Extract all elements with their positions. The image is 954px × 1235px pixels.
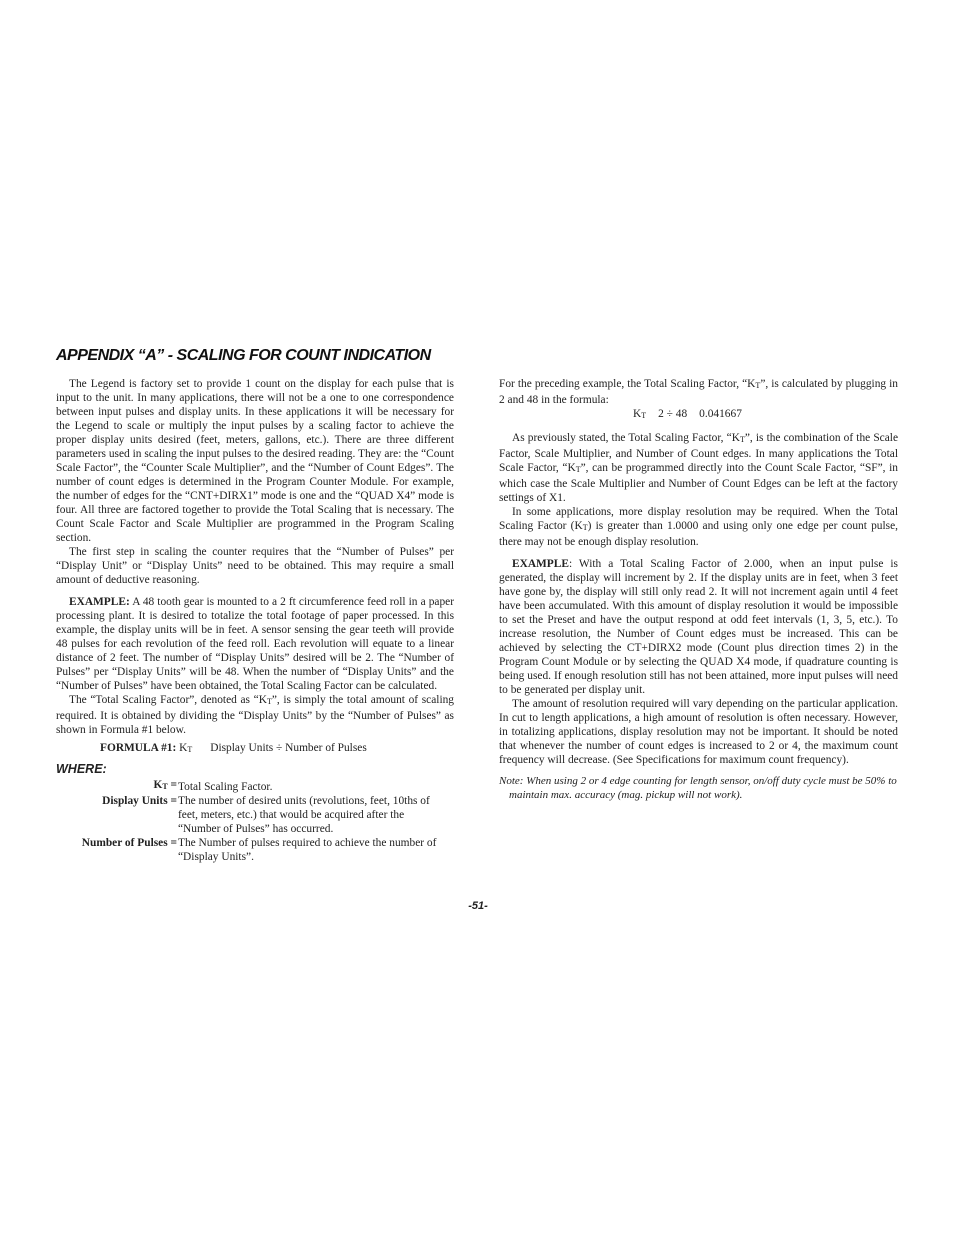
page-title: APPENDIX “A” - SCALING FOR COUNT INDICATION — [56, 347, 431, 364]
note-text: Note: When using 2 or 4 edge counting for length sensor, on/off duty cycle must be 50% to maintain max. accuracy (mag. pickup will not work). — [499, 775, 897, 801]
text-run: ”, is the combination of the Scale Factor, Scale Multiplier, and Number of Count edges. In many applications the Total Scale Factor, “K — [499, 432, 899, 474]
subscript: T — [266, 697, 272, 706]
definition-row — [56, 794, 454, 836]
definition-term: Number of Pulses = — [81, 837, 177, 849]
first-step-paragraph: The first step in scaling the counter requires that the “Number of Pulses” per “Display Unit” or “Display Units” need to be obtained. This may require a small amount of deductive reasoning. — [56, 546, 454, 586]
formula-example — [633, 407, 898, 423]
definition-row — [56, 778, 454, 794]
example-text: A 48 tooth gear is mounted to a 2 ft circumference feed roll in a paper processing plant. It is desired to totalize the total footage of paper processed. In this example, the display units will be in feet. A sensor sensing the gear teeth will provide 48 pulses for each revolution of the feed roll. Each revolution will equate to a linear distance of 2 feet. The number of “Display Units” desired will be 2. The “Number of Pulses” per “Display Units” will be 48. When the number of “Display Units” and the “Number of Pulses” have been obtained, the Total Scaling Factor can be calculated. — [56, 596, 454, 692]
example-paragraph — [56, 595, 454, 693]
definition-term: $K_T$ = — [153, 779, 177, 791]
text-run: For the preceding example, the Total Scaling Factor, “K — [499, 378, 756, 390]
page-number: -51- — [468, 900, 488, 912]
formula-k: $K_T$ — [179, 742, 193, 754]
formula-1 — [100, 741, 454, 757]
text-run: ”, can be programmed directly into the Count Scale Factor, “SF”, in which case the Scale Multiplier and Number of Count Edges can be left at the factory settings of X1. — [499, 462, 898, 504]
text-run: ”, is calculated by plugging in 2 and 48 in the formula: — [499, 378, 899, 406]
example-label: EXAMPLE: — [69, 596, 130, 608]
definition-row — [56, 836, 454, 864]
definition-desc: Total Scaling Factor. — [178, 781, 273, 793]
example-text: : With a Total Scaling Factor of 2.000, when an input pulse is generated, the display will increment by 2. If the display units are in feet, when 3 feet have gone by, the display will still only read 2. It will not increment again until 4 feet have been accumulated. With this amount of display resolution it would be impossible to set the Preset and have the output respond at odd feet intervals (1, 3, 5, etc.). To increase resolution, the Number of Count edges must be increased. This can be achieved by selecting the CT+DIRX2 mode (Count plus direction times 2) in the Program Count Module or by selecting the QUAD X4 mode, if quadrature counting is being used. If enough resolution still has not been attained, more input pulses will need to be generated per display unit. — [499, 558, 898, 696]
left-column — [56, 377, 454, 864]
example-2-paragraph — [499, 557, 898, 697]
where-heading: WHERE: — [56, 762, 107, 776]
total-scaling-paragraph — [56, 693, 454, 737]
previously-stated-paragraph — [499, 431, 898, 505]
subscript: T — [739, 435, 745, 444]
formula-expression: 2 ÷ 48 — [658, 408, 688, 420]
resolution-paragraph — [499, 505, 898, 549]
right-column — [499, 377, 898, 802]
text-run: ”, is simply the total amount of scaling required. It is obtained by dividing the “Display Units” by the “Number of Pulses” as shown in Formula #1 below. — [56, 694, 455, 736]
text-run: ) is greater than 1.0000 and using only one edge per count pulse, there may not be enough display resolution. — [499, 520, 898, 548]
formula-result: 0.041667 — [699, 408, 742, 420]
formula-expression: Display Units ÷ Number of Pulses — [210, 742, 367, 754]
subscript: T — [582, 523, 588, 532]
text-run: As previously stated, the Total Scaling Factor, “K — [512, 432, 740, 444]
preceding-example-paragraph — [499, 377, 898, 407]
text-run: The “Total Scaling Factor”, denoted as “K — [69, 694, 267, 706]
text-run: In some applications, more display resolution may be required. When the Total Scaling Factor (K — [499, 506, 898, 532]
subscript: T — [755, 381, 761, 390]
example-label: EXAMPLE — [512, 558, 569, 570]
note — [499, 774, 898, 802]
formula-k: $K_T$ — [633, 408, 647, 420]
subscript: T — [575, 465, 581, 474]
definition-term: Display Units = — [102, 795, 177, 807]
formula-label: FORMULA #1: — [100, 742, 177, 754]
definitions-list — [56, 778, 454, 864]
definition-desc: The number of desired units (revolutions, feet, 10ths of feet, meters, etc.) that would be acquired after the “Number of Pulses” has occurred. — [178, 795, 430, 835]
amount-resolution-paragraph: The amount of resolution required will vary depending on the particular application. In cut to length applications, a high amount of resolution is often necessary. However, in totalizing applications, display resolution may not be important. It should be noted that whenever the number of count edges is increased to 2 or 4, the maximum count frequency will decrease. (See Specifications for maximum count frequency). — [499, 698, 898, 766]
definition-desc: The Number of pulses required to achieve the number of “Display Units”. — [178, 837, 437, 863]
intro-paragraph: The Legend is factory set to provide 1 count on the display for each pulse that is input to the unit. In many applications, there will not be a one to one correspondence between input pulses and display units. In these applications it will be necessary for the Legend to scale or multiply the input pulses by a scaling factor to achieve the proper display units desired (feet, meters, gallons, etc.). There are three different parameters used in scaling the input pulses to the desired reading. They are: the “Count Scale Factor”, the “Counter Scale Multiplier”, and the “Number of Count Edges”. The number of count edges is determined in the Program Counter Module. For example, the number of edges for the “CNT+DIRX1” mode is one and the “QUAD X4” mode is four. All three are factored together to provide the Total Scaling that is necessary. The Count Scale Factor and Scale Multiplier are programmed in the Program Scaling section. — [56, 378, 454, 544]
